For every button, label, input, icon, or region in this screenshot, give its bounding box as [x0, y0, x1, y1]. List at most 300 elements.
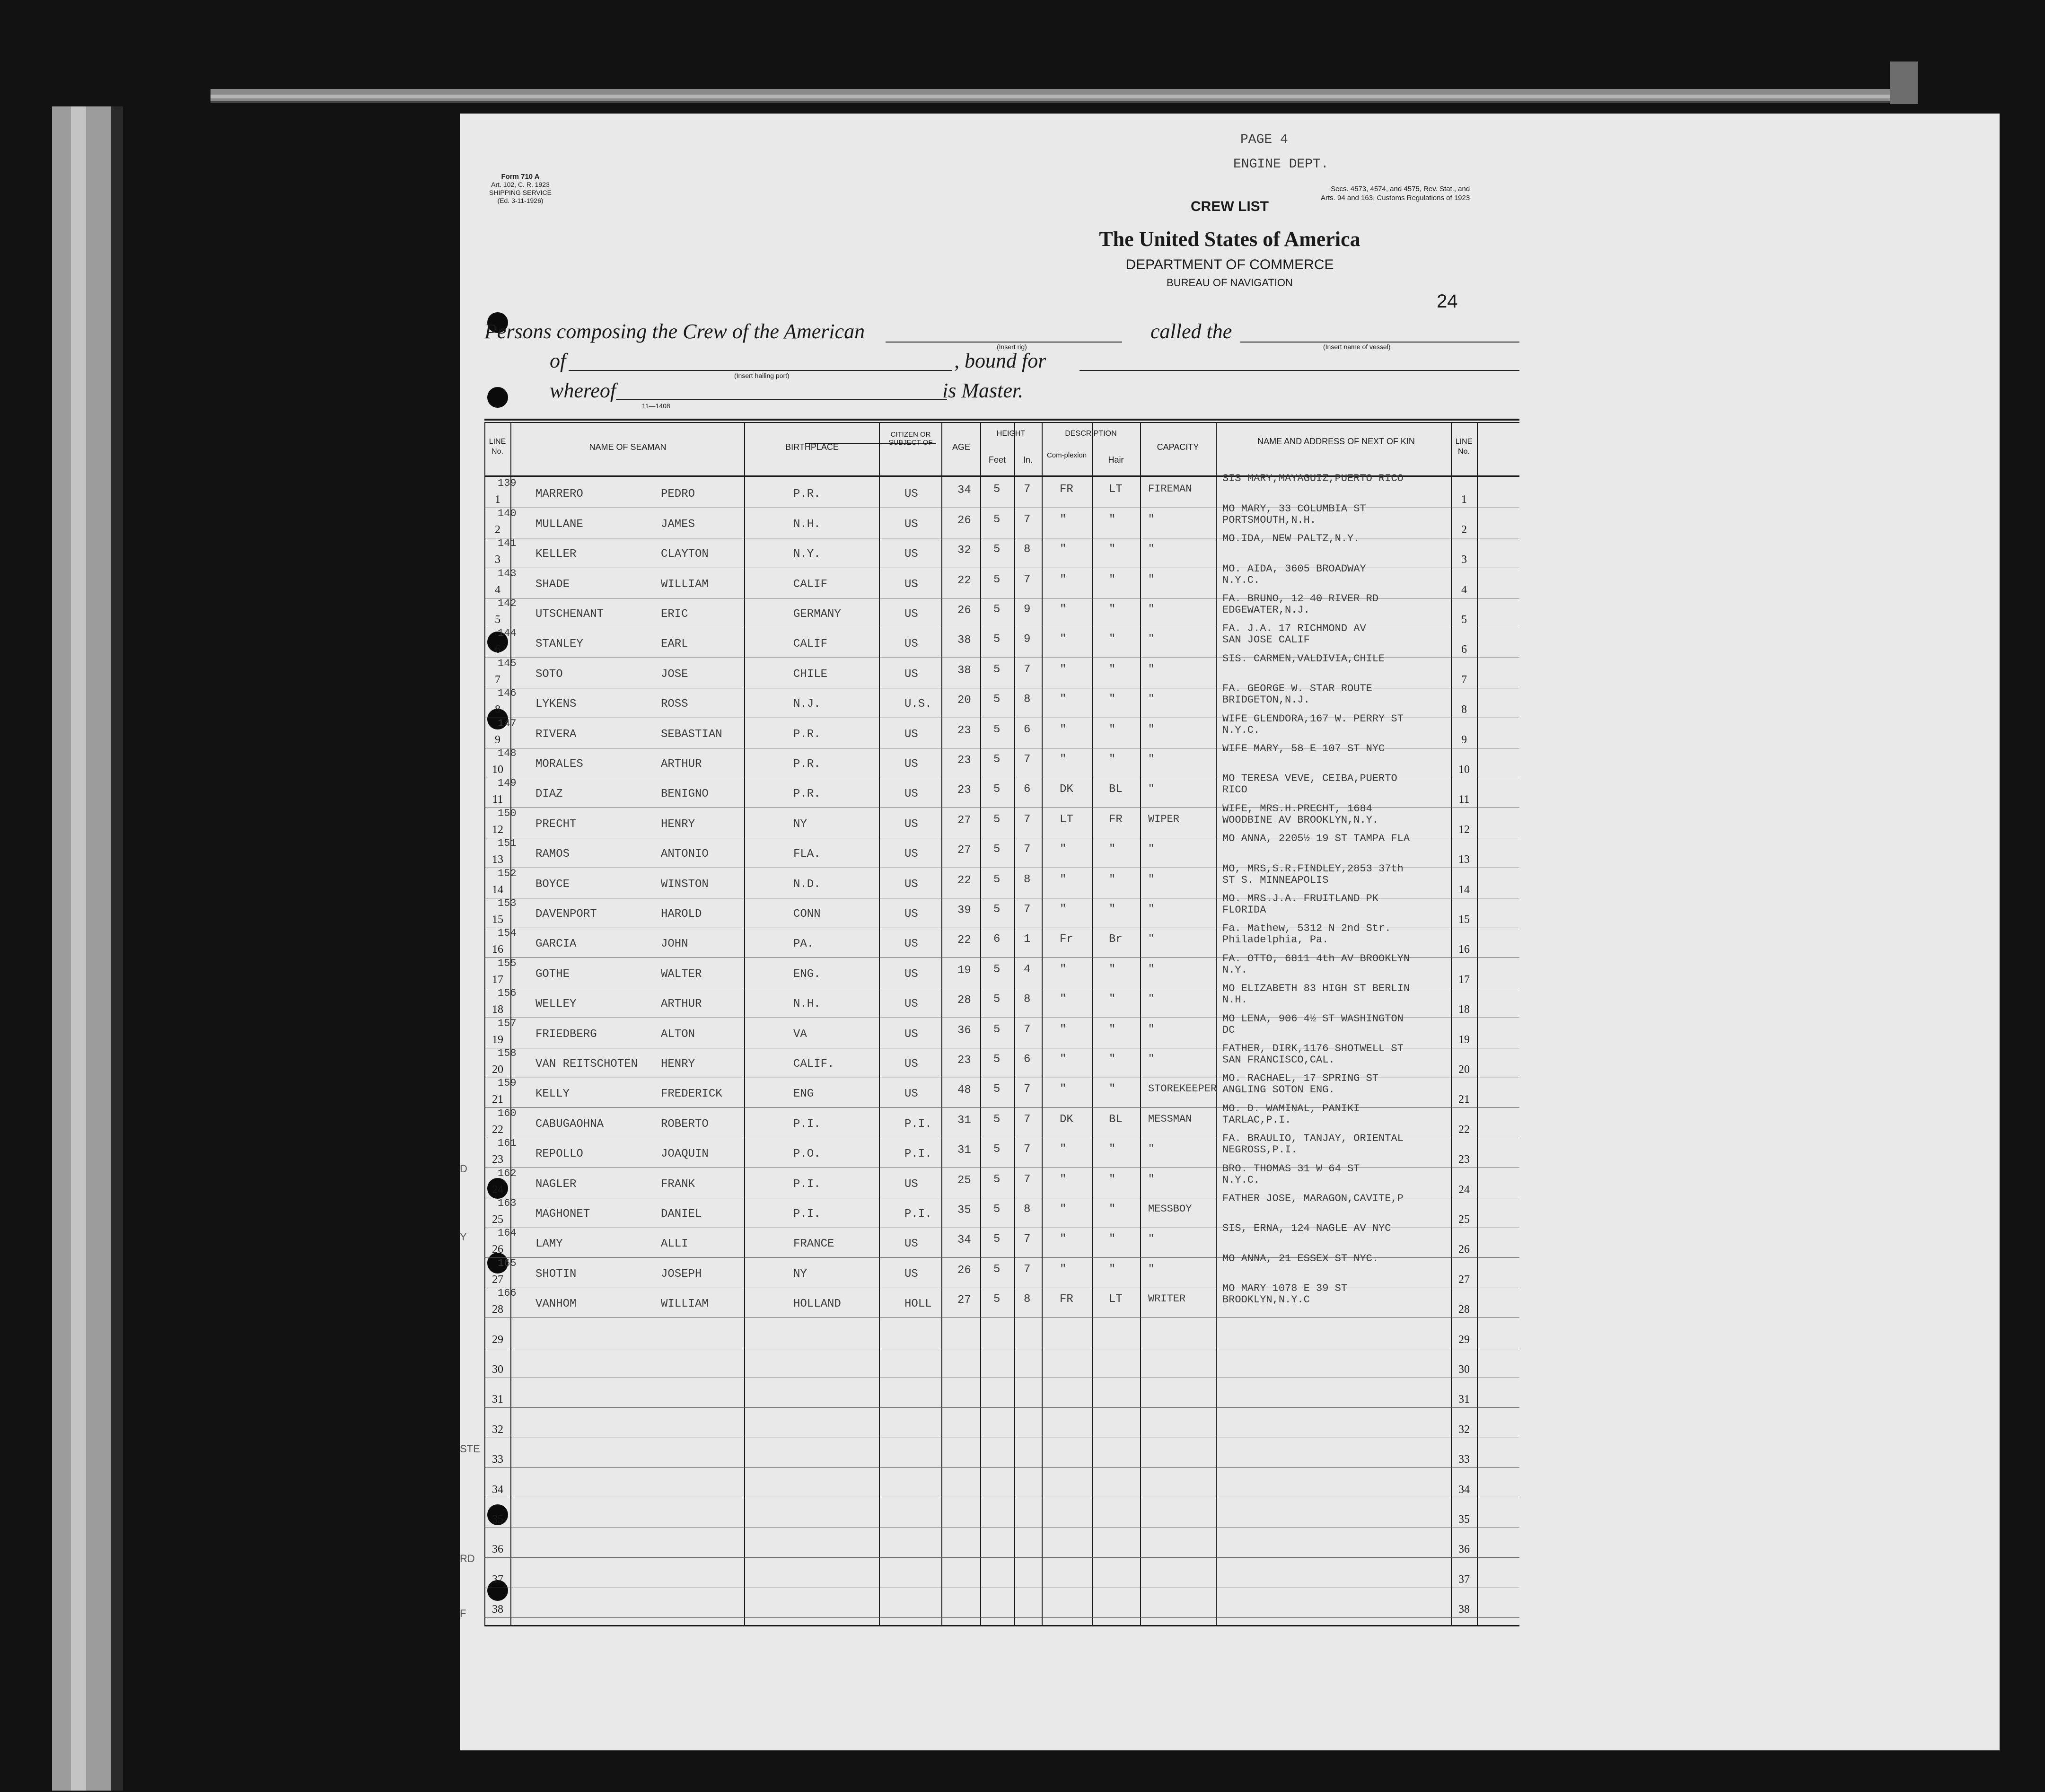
next-of-kin: SIS MARY,MAYAGUIZ,PUERTO RICO [1222, 473, 1404, 484]
height-inches: 7 [1024, 1233, 1031, 1246]
register-number: 155 [498, 957, 517, 969]
seaman-surname: GARCIA [535, 938, 577, 950]
height-inches: 7 [1024, 1083, 1031, 1096]
seaman-surname: VAN REITSCHOTEN [535, 1058, 638, 1071]
line-number-right: 25 [1458, 1213, 1470, 1226]
col-line-no-right: LINE No. [1455, 438, 1473, 456]
capacity: " [1148, 1263, 1155, 1275]
complexion: " [1060, 603, 1067, 616]
capacity: " [1148, 873, 1155, 885]
birthplace: NY [793, 1268, 807, 1281]
line-number: 13 [492, 853, 503, 866]
seaman-given-name: HAROLD [661, 908, 702, 921]
line-number: 11 [492, 793, 503, 806]
seaman-surname: FRIEDBERG [535, 1028, 597, 1041]
next-of-kin-line2: N.Y.C. [1222, 724, 1260, 736]
line-number-right: 29 [1458, 1334, 1470, 1346]
line-number: 21 [492, 1093, 503, 1106]
next-of-kin-line2: EDGEWATER,N.J. [1222, 604, 1310, 616]
age: 27 [957, 814, 971, 827]
height-feet: 5 [993, 543, 1001, 556]
seaman-surname: WELLEY [535, 998, 577, 1010]
age: 27 [957, 1294, 971, 1307]
citizenship: US [904, 818, 918, 831]
height-feet: 5 [993, 483, 1001, 496]
line-number-right: 7 [1461, 674, 1467, 686]
age: 23 [957, 784, 971, 797]
line-number: 2 [495, 524, 500, 536]
col-line-no: LINE No. [489, 438, 506, 456]
margin-mark: D [460, 1163, 467, 1175]
hint-port: (Insert hailing port) [734, 372, 790, 379]
col-birthplace: BIRTHPLACE [785, 442, 839, 452]
seaman-surname: MARRERO [535, 488, 583, 501]
birthplace: CALIF [793, 578, 828, 591]
complexion: FR [1060, 483, 1073, 496]
height-feet: 5 [993, 1173, 1001, 1186]
height-inches: 7 [1024, 813, 1031, 826]
register-number: 159 [498, 1077, 517, 1089]
seaman-given-name: FREDERICK [661, 1088, 722, 1100]
line-number-right: 1 [1461, 493, 1467, 506]
seaman-surname: REPOLLO [535, 1148, 583, 1160]
form-identifier: Form 710 A Art. 102, C. R. 1923 SHIPPING SERVICE (Ed. 3-11-1926) [489, 173, 552, 204]
line-number-right: 15 [1458, 914, 1470, 926]
line-number: 25 [492, 1213, 503, 1226]
register-number: 158 [498, 1047, 517, 1059]
capacity: MESSBOY [1148, 1203, 1192, 1215]
register-number: 156 [498, 987, 517, 999]
register-number: 139 [498, 477, 517, 489]
next-of-kin: SIS. CARMEN,VALDIVIA,CHILE [1222, 653, 1385, 665]
line-number: 9 [495, 734, 500, 746]
birthplace: FRANCE [793, 1238, 834, 1250]
complexion: " [1060, 873, 1067, 886]
age: 38 [957, 664, 971, 677]
col-capacity: CAPACITY [1157, 442, 1199, 452]
col-height: HEIGHT [996, 430, 1026, 438]
age: 34 [957, 1234, 971, 1247]
line-number: 10 [492, 764, 503, 776]
seaman-given-name: WILLIAM [661, 1298, 709, 1310]
citizenship: US [904, 788, 918, 800]
next-of-kin: WIFE MARY, 58 E 107 ST NYC [1222, 743, 1385, 755]
hair: " [1109, 693, 1116, 706]
citizenship: US [904, 518, 918, 531]
line-number-right: 24 [1458, 1184, 1470, 1196]
capacity: " [1148, 663, 1155, 675]
seaman-given-name: JOAQUIN [661, 1148, 709, 1160]
complexion: " [1060, 1173, 1067, 1186]
citizenship: US [904, 608, 918, 621]
preamble-line1-b: called the [1150, 320, 1232, 343]
line-number: 23 [492, 1153, 503, 1166]
height-feet: 5 [993, 843, 1001, 856]
line-number-right: 32 [1458, 1423, 1470, 1436]
next-of-kin: WIFE, MRS.H.PRECHT, 1684 [1222, 803, 1372, 815]
register-number: 166 [498, 1287, 517, 1299]
line-number-right: 11 [1458, 793, 1470, 806]
seaman-given-name: CLAYTON [661, 548, 709, 561]
hair: " [1109, 1083, 1116, 1096]
hair: " [1109, 873, 1116, 886]
height-feet: 5 [993, 693, 1001, 706]
height-inches: 8 [1024, 1203, 1031, 1216]
height-feet: 5 [993, 873, 1001, 886]
seaman-surname: VANHOM [535, 1298, 577, 1310]
birthplace: P.R. [793, 488, 821, 501]
line-number: 37 [492, 1573, 503, 1586]
preamble-line1-a: Persons composing the Crew of the American [484, 320, 865, 343]
capacity: " [1148, 723, 1155, 735]
complexion: " [1060, 1083, 1067, 1096]
line-number: 17 [492, 974, 503, 986]
height-inches: 8 [1024, 693, 1031, 706]
height-inches: 8 [1024, 873, 1031, 886]
height-inches: 9 [1024, 633, 1031, 646]
height-inches: 7 [1024, 1023, 1031, 1036]
complexion: " [1060, 693, 1067, 706]
register-number: 149 [498, 777, 517, 789]
col-hair: Hair [1108, 455, 1124, 465]
hair: " [1109, 1263, 1116, 1276]
seaman-surname: LYKENS [535, 698, 577, 711]
height-inches: 7 [1024, 843, 1031, 856]
register-number: 151 [498, 837, 517, 849]
age: 32 [957, 544, 971, 557]
birthplace: CALIF [793, 638, 828, 650]
age: 35 [957, 1204, 971, 1217]
line-number-right: 9 [1461, 734, 1467, 746]
seaman-given-name: ANTONIO [661, 848, 709, 861]
next-of-kin: FATHER JOSE, MARAGON,CAVITE,P [1222, 1193, 1404, 1204]
line-number-right: 22 [1458, 1124, 1470, 1136]
next-of-kin-line2: ANGLING SOTON ENG. [1222, 1084, 1335, 1096]
complexion: " [1060, 1053, 1067, 1066]
print-code: 11—1408 [642, 402, 670, 410]
preamble-line3-a: whereof [550, 379, 616, 402]
citizenship: US [904, 488, 918, 501]
register-number: 160 [498, 1107, 517, 1119]
next-of-kin-line2: N.Y.C. [1222, 1174, 1260, 1186]
next-of-kin-line2: NEGROSS,P.I. [1222, 1144, 1298, 1156]
line-number: 22 [492, 1124, 503, 1136]
next-of-kin: FATHER, DIRK,1176 SHOTWELL ST [1222, 1043, 1404, 1054]
line-number: 1 [495, 493, 500, 506]
line-number-right: 19 [1458, 1034, 1470, 1046]
capacity: " [1148, 573, 1155, 585]
line-number-right: 38 [1458, 1603, 1470, 1616]
hair: FR [1109, 813, 1123, 826]
register-number: 163 [498, 1197, 517, 1209]
line-number: 26 [492, 1243, 503, 1256]
capacity: " [1148, 693, 1155, 705]
hair: " [1109, 603, 1116, 616]
next-of-kin-line2: N.H. [1222, 994, 1247, 1006]
seaman-given-name: DANIEL [661, 1208, 702, 1221]
height-inches: 7 [1024, 753, 1031, 766]
next-of-kin: FA. J.A. 17 RICHMOND AV [1222, 623, 1366, 634]
height-inches: 7 [1024, 1173, 1031, 1186]
next-of-kin: Fa. Mathew, 5312 N 2nd Str. [1222, 922, 1391, 934]
citizenship: P.I. [904, 1208, 932, 1221]
complexion: DK [1060, 1113, 1073, 1126]
citizenship: US [904, 1268, 918, 1281]
height-inches: 6 [1024, 783, 1031, 796]
seaman-surname: LAMY [535, 1238, 563, 1250]
complexion: " [1060, 1203, 1067, 1216]
seaman-given-name: JOSE [661, 668, 688, 681]
line-number-right: 10 [1458, 764, 1470, 776]
citizenship: US [904, 548, 918, 561]
complexion: LT [1060, 813, 1073, 826]
country-title: The United States of America [1099, 228, 1360, 251]
next-of-kin-line2: SAN JOSE CALIF [1222, 634, 1310, 646]
line-number-right: 33 [1458, 1453, 1470, 1466]
line-number-right: 31 [1458, 1393, 1470, 1405]
register-number: 150 [498, 808, 517, 819]
complexion: " [1060, 1263, 1067, 1276]
age: 38 [957, 634, 971, 647]
birthplace: P.R. [793, 728, 821, 741]
line-number: 33 [492, 1453, 503, 1466]
birthplace: ENG [793, 1088, 814, 1100]
next-of-kin: MO ELIZABETH 83 HIGH ST BERLIN [1222, 983, 1410, 994]
height-feet: 5 [993, 513, 1001, 526]
citizenship: US [904, 728, 918, 741]
birthplace: N.D. [793, 878, 821, 891]
birthplace: CHILE [793, 668, 828, 681]
seaman-given-name: ARTHUR [661, 998, 702, 1010]
age: 25 [957, 1174, 971, 1187]
hair: " [1109, 963, 1116, 976]
age: 39 [957, 904, 971, 917]
register-number: 141 [498, 537, 517, 549]
next-of-kin-line2: DC [1222, 1024, 1235, 1036]
citizenship: US [904, 638, 918, 650]
complexion: " [1060, 963, 1067, 976]
hair: " [1109, 1023, 1116, 1036]
dept-label: ENGINE DEPT. [1233, 157, 1329, 172]
line-number-right: 6 [1461, 643, 1467, 656]
next-of-kin-line2: Philadelphia, Pa. [1222, 934, 1329, 946]
next-of-kin-line2: PORTSMOUTH,N.H. [1222, 514, 1317, 526]
height-feet: 5 [993, 963, 1001, 976]
line-number: 38 [492, 1603, 503, 1616]
complexion: " [1060, 993, 1067, 1006]
age: 34 [957, 484, 971, 497]
seaman-given-name: JAMES [661, 518, 695, 531]
capacity: FIREMAN [1148, 483, 1192, 495]
capacity: " [1148, 993, 1155, 1005]
citizenship: US [904, 878, 918, 891]
crew-list-page [460, 114, 2000, 1750]
hair: " [1109, 1173, 1116, 1186]
citizenship: US [904, 1058, 918, 1071]
line-number-right: 30 [1458, 1363, 1470, 1376]
seaman-surname: RAMOS [535, 848, 570, 861]
birthplace: HOLLAND [793, 1298, 841, 1310]
seaman-given-name: ROBERTO [661, 1118, 709, 1131]
age: 20 [957, 694, 971, 707]
col-inches: In. [1023, 455, 1033, 465]
line-number: 12 [492, 824, 503, 836]
line-number-right: 13 [1458, 853, 1470, 866]
line-number-right: 2 [1461, 524, 1467, 536]
margin-mark: STE [460, 1443, 480, 1455]
height-inches: 7 [1024, 513, 1031, 526]
height-feet: 5 [993, 783, 1001, 796]
height-feet: 5 [993, 633, 1001, 646]
capacity: " [1148, 903, 1155, 915]
line-number: 7 [495, 674, 500, 686]
seaman-given-name: FRANK [661, 1178, 695, 1191]
next-of-kin-line2: FLORIDA [1222, 904, 1266, 916]
height-inches: 6 [1024, 1053, 1031, 1066]
height-feet: 5 [993, 1263, 1001, 1276]
register-number: 147 [498, 718, 517, 729]
statute-reference: Secs. 4573, 4574, and 4575, Rev. Stat., and Arts. 94 and 163, Customs Regulations of 1923 [1321, 185, 1470, 202]
seaman-surname: SOTO [535, 668, 563, 681]
complexion: " [1060, 843, 1067, 856]
line-number-right: 26 [1458, 1243, 1470, 1256]
complexion: " [1060, 663, 1067, 676]
seaman-surname: DIAZ [535, 788, 563, 800]
height-feet: 5 [993, 1293, 1001, 1306]
height-inches: 7 [1024, 1143, 1031, 1156]
capacity: " [1148, 783, 1155, 795]
film-strip-top-edge [211, 95, 1918, 98]
height-inches: 7 [1024, 1113, 1031, 1126]
hair: LT [1109, 483, 1123, 496]
capacity: STOREKEEPER [1148, 1083, 1217, 1095]
seaman-surname: STANLEY [535, 638, 583, 650]
birthplace: VA [793, 1028, 807, 1041]
register-number: 144 [498, 627, 517, 639]
line-number: 3 [495, 553, 500, 566]
next-of-kin: FA. BRAULIO, TANJAY, ORIENTAL [1222, 1133, 1404, 1144]
height-inches: 8 [1024, 543, 1031, 556]
age: 36 [957, 1024, 971, 1037]
next-of-kin: WIFE GLENDORA,167 W. PERRY ST [1222, 713, 1404, 725]
next-of-kin-line2: BRIDGETON,N.J. [1222, 694, 1310, 706]
seaman-given-name: JOSEPH [661, 1268, 702, 1281]
seaman-surname: MORALES [535, 758, 583, 771]
next-of-kin: MO. AIDA, 3605 BROADWAY [1222, 563, 1366, 575]
seaman-surname: SHOTIN [535, 1268, 577, 1281]
hair: " [1109, 1233, 1116, 1246]
next-of-kin: MO.IDA, NEW PALTZ,N.Y. [1222, 533, 1360, 545]
seaman-given-name: HENRY [661, 818, 695, 831]
seaman-given-name: ERIC [661, 608, 688, 621]
age: 22 [957, 934, 971, 947]
next-of-kin-line2: N.Y. [1222, 964, 1247, 976]
next-of-kin: MO LENA, 906 4½ ST WASHINGTON [1222, 1013, 1404, 1025]
height-inches: 9 [1024, 603, 1031, 616]
hair: LT [1109, 1293, 1123, 1306]
seaman-given-name: PEDRO [661, 488, 695, 501]
capacity: " [1148, 513, 1155, 525]
height-feet: 5 [993, 903, 1001, 916]
seaman-given-name: ALLI [661, 1238, 688, 1250]
line-number: 19 [492, 1034, 503, 1046]
height-feet: 5 [993, 603, 1001, 616]
capacity: " [1148, 633, 1155, 645]
age: 23 [957, 754, 971, 767]
height-feet: 5 [993, 1233, 1001, 1246]
birthplace: N.Y. [793, 548, 821, 561]
height-feet: 5 [993, 993, 1001, 1006]
seaman-surname: KELLY [535, 1088, 570, 1100]
complexion: " [1060, 1023, 1067, 1036]
hair: " [1109, 723, 1116, 736]
citizenship: US [904, 1178, 918, 1191]
seaman-given-name: SEBASTIAN [661, 728, 722, 741]
seaman-given-name: ROSS [661, 698, 688, 711]
citizenship: US [904, 1238, 918, 1250]
complexion: " [1060, 1233, 1067, 1246]
register-number: 164 [498, 1227, 517, 1239]
seaman-given-name: WILLIAM [661, 578, 709, 591]
seaman-surname: CABUGAOHNA [535, 1118, 604, 1131]
citizenship: US [904, 758, 918, 771]
preamble-line2-a: of [550, 349, 566, 372]
complexion: " [1060, 633, 1067, 646]
seaman-surname: PRECHT [535, 818, 577, 831]
age: 28 [957, 994, 971, 1007]
seaman-surname: SHADE [535, 578, 570, 591]
capacity: " [1148, 1023, 1155, 1035]
line-number-right: 27 [1458, 1274, 1470, 1286]
capacity: WIPER [1148, 813, 1180, 825]
age: 22 [957, 874, 971, 887]
next-of-kin: SIS, ERNA, 124 NAGLE AV NYC [1222, 1222, 1391, 1234]
col-complexion: Com-plexion [1046, 451, 1087, 459]
line-number-right: 3 [1461, 553, 1467, 566]
line-number: 18 [492, 1003, 503, 1016]
seaman-surname: BOYCE [535, 878, 570, 891]
height-feet: 5 [993, 813, 1001, 826]
line-number: 27 [492, 1274, 503, 1286]
height-feet: 5 [993, 1083, 1001, 1096]
capacity: " [1148, 1233, 1155, 1245]
register-number: 161 [498, 1137, 517, 1149]
seaman-given-name: JOHN [661, 938, 688, 950]
height-inches: 4 [1024, 963, 1031, 976]
height-inches: 7 [1024, 573, 1031, 586]
birthplace: GERMANY [793, 608, 841, 621]
height-inches: 6 [1024, 723, 1031, 736]
height-inches: 7 [1024, 1263, 1031, 1276]
birthplace: CONN [793, 908, 821, 921]
next-of-kin: MO MARY, 33 COLUMBIA ST [1222, 503, 1366, 515]
hair: Br [1109, 933, 1123, 946]
next-of-kin: MO TERESA VEVE, CEIBA,PUERTO [1222, 773, 1397, 784]
hair: " [1109, 753, 1116, 766]
complexion: " [1060, 543, 1067, 556]
age: 22 [957, 574, 971, 587]
height-inches: 8 [1024, 1293, 1031, 1306]
next-of-kin-line2: RICO [1222, 784, 1247, 796]
line-number-right: 12 [1458, 824, 1470, 836]
line-number-right: 5 [1461, 614, 1467, 626]
height-feet: 5 [993, 1023, 1001, 1036]
height-inches: 7 [1024, 663, 1031, 676]
seaman-given-name: ARTHUR [661, 758, 702, 771]
next-of-kin: MO, MRS,S.R.FINDLEY,2853 37th [1222, 863, 1404, 875]
col-name: NAME OF SEAMAN [589, 442, 667, 452]
capacity: WRITER [1148, 1293, 1186, 1305]
